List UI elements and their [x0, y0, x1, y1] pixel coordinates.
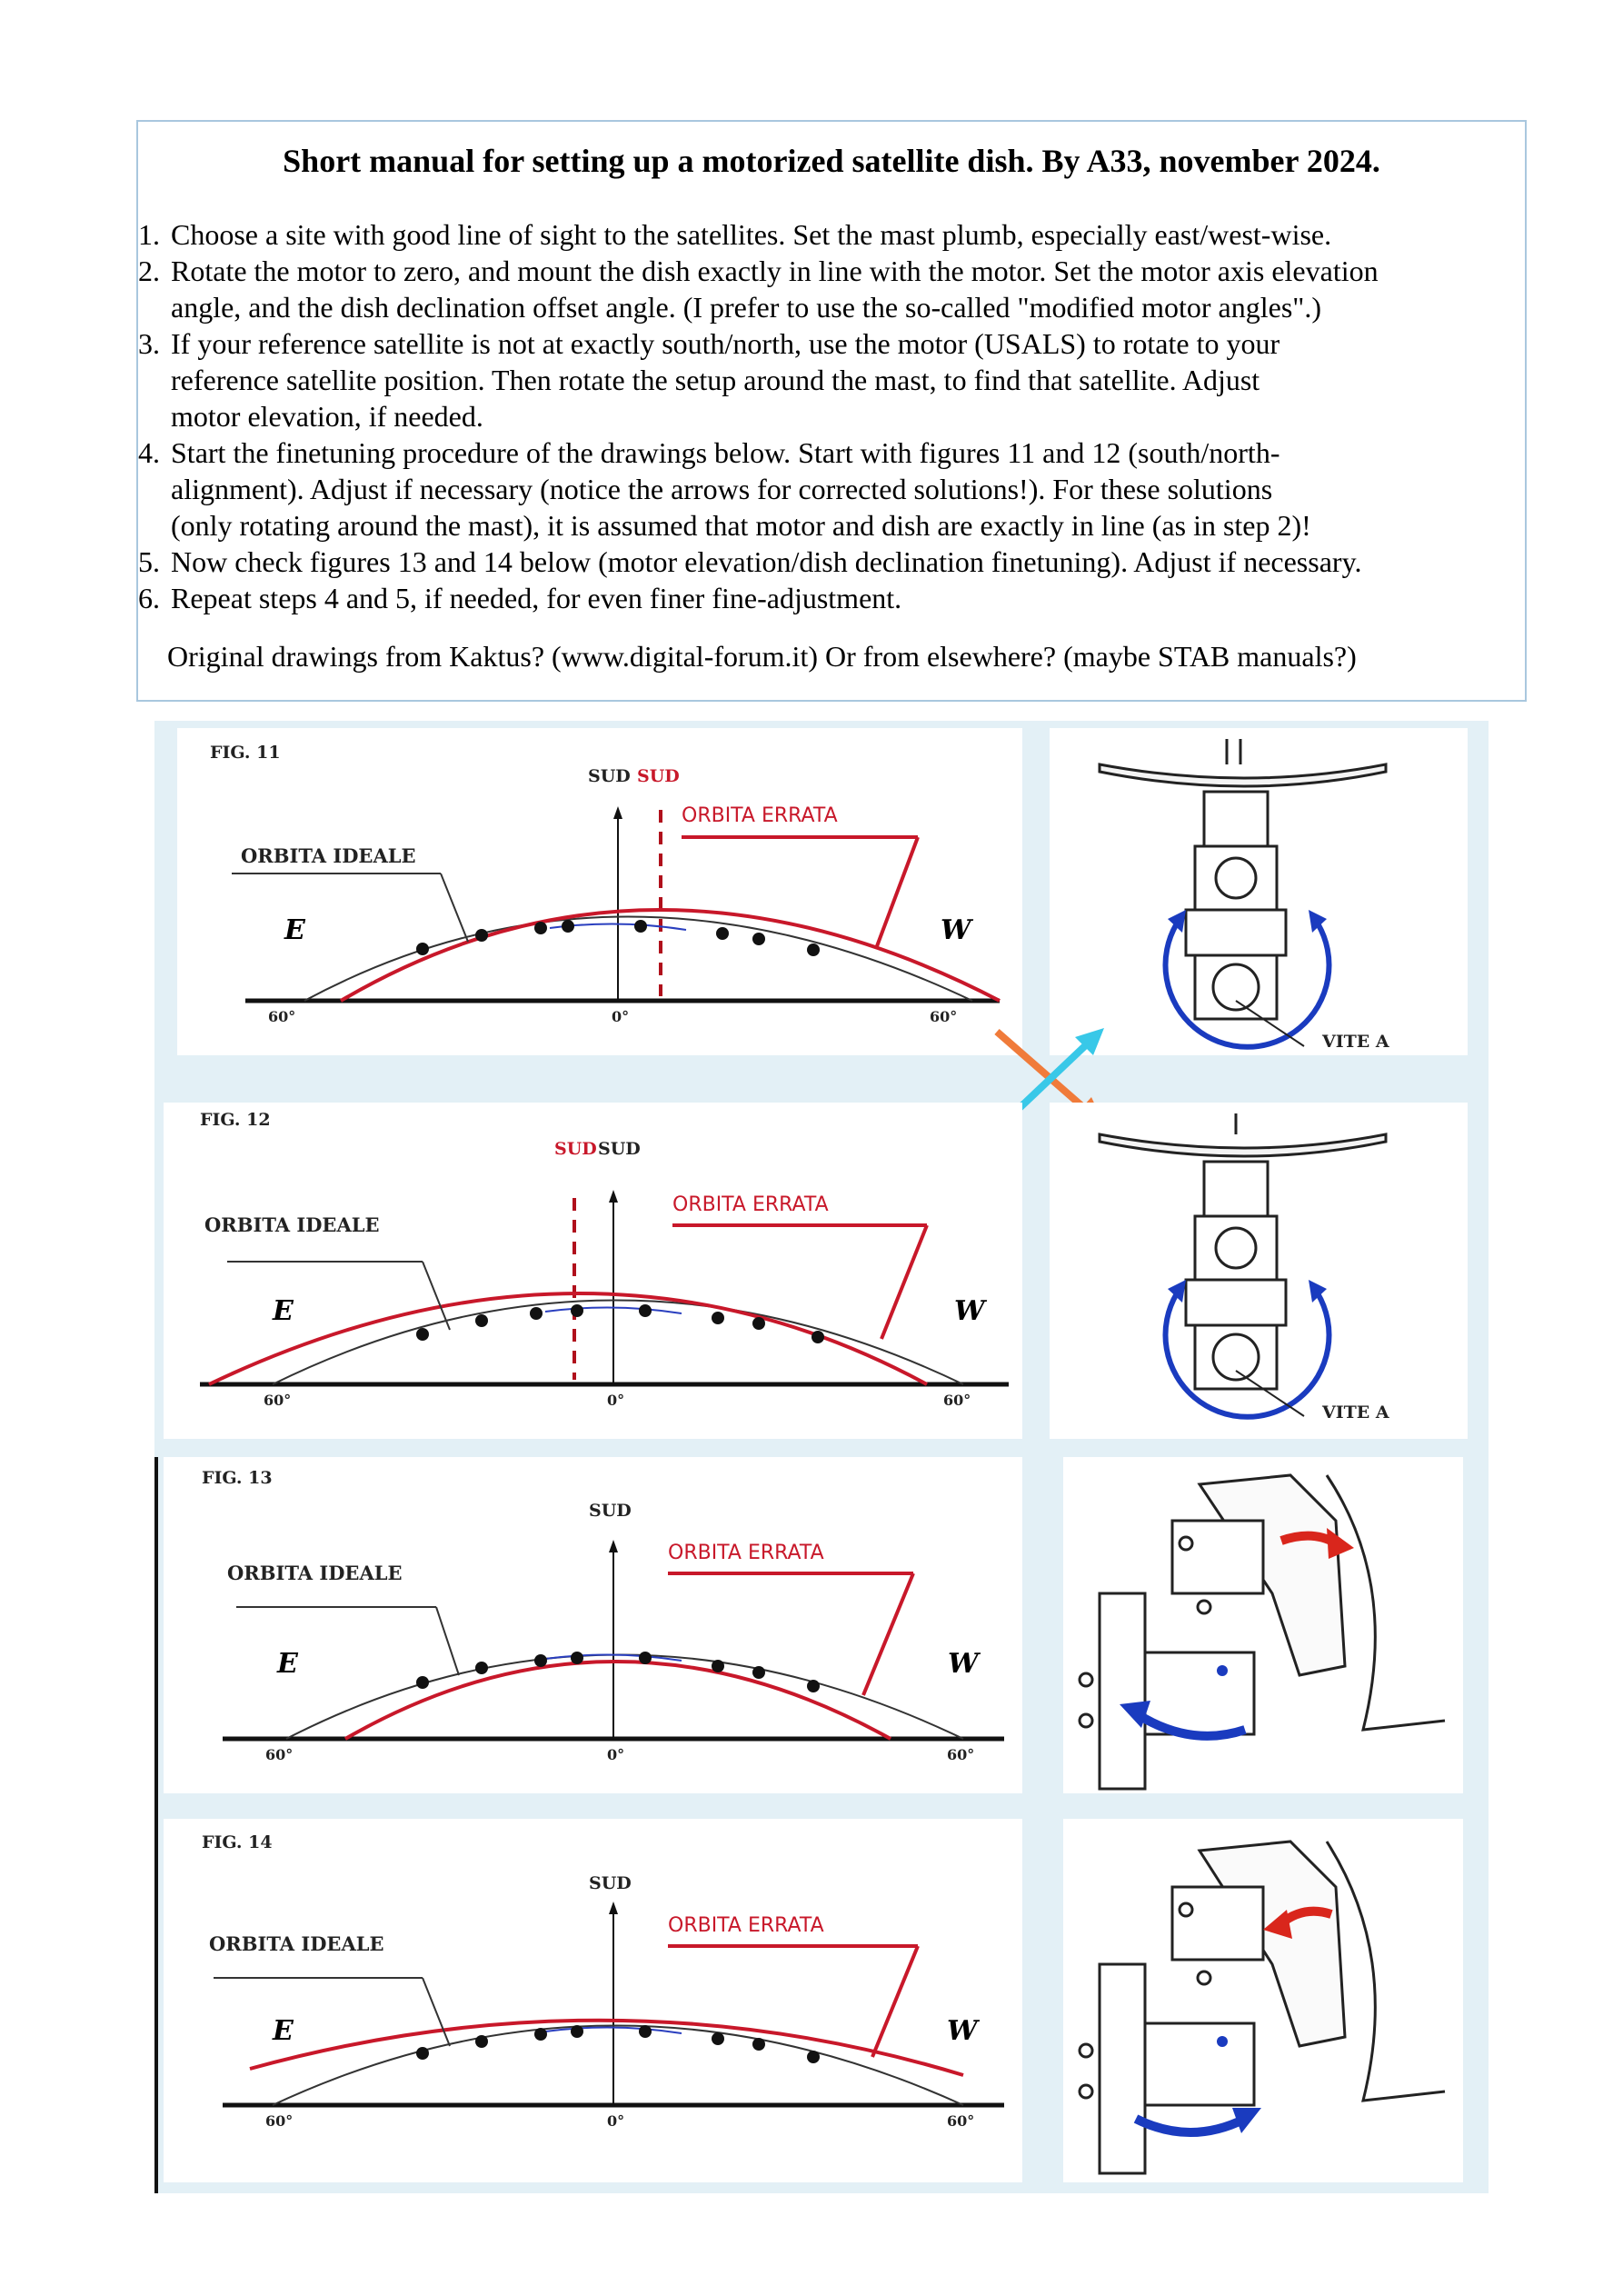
fig12-mount-panel: [1050, 1103, 1468, 1439]
fig13-tick-left: 60°: [265, 1746, 294, 1763]
fig11-east-label: E: [284, 914, 305, 946]
left-edge-line: [154, 1457, 158, 2193]
fig13-wrong-label: ORBITA ERRATA: [668, 1542, 824, 1564]
fig13-west-label: W: [948, 1648, 979, 1680]
step-number: 5.: [138, 545, 160, 578]
fig14-tick-right: 60°: [947, 2112, 975, 2130]
fig11-tick-center: 0°: [612, 1008, 630, 1025]
red-arrow-icon: [1327, 1528, 1354, 1559]
fig11-wrong-label: ORBITA ERRATA: [682, 804, 838, 827]
step-line: Now check figures 13 and 14 below (motor elevation/dish declination finetuning). Adjust if necessary.: [171, 545, 1362, 578]
fig14-tick-left: 60°: [265, 2112, 294, 2130]
fig13-sud-label: SUD: [589, 1501, 632, 1521]
fig13-mount-panel: [1063, 1457, 1463, 1793]
fig14-east-label: E: [273, 2015, 294, 2047]
step-number: 3.: [138, 327, 160, 360]
step-line: Choose a site with good line of sight to the satellites. Set the mast plumb, especially east/west-wise.: [171, 218, 1332, 251]
fig14-label: FIG. 14: [202, 1832, 273, 1852]
fig11-label: FIG. 11: [210, 743, 281, 763]
fig14-orbit-panel: [164, 1819, 1022, 2182]
step-item: [138, 580, 1528, 616]
fig11-tick-right: 60°: [930, 1008, 958, 1025]
page-title: Short manual for setting up a motorized satellite dish. By A33, november 2024.: [283, 143, 1380, 179]
fig14-sud-label: SUD: [589, 1873, 632, 1893]
step-number: 2.: [138, 255, 160, 287]
fig12-tick-center: 0°: [607, 1392, 625, 1409]
step-line: Repeat steps 4 and 5, if needed, for even finer fine-adjustment.: [171, 582, 902, 614]
fig14-mount-panel: [1063, 1819, 1463, 2182]
fig12-vite-label: VITE A: [1322, 1403, 1389, 1423]
step-item: [138, 216, 1528, 253]
steps-list: [138, 216, 1528, 616]
manual-text-box: [136, 120, 1527, 702]
step-item: [138, 253, 1528, 325]
step-number: 4.: [138, 436, 160, 469]
fig12-sud-label: SUD: [598, 1139, 641, 1159]
fig13-east-label: E: [277, 1648, 298, 1680]
step-item: [138, 544, 1528, 580]
step-line: If your reference satellite is not at exactly south/north, use the motor (USALS) to rotate to your: [171, 327, 1280, 360]
fig13-mount-drawing: [1063, 1457, 1463, 1793]
step-number: 1.: [138, 218, 160, 251]
fig14-tick-center: 0°: [607, 2112, 625, 2130]
fig12-label: FIG. 12: [200, 1110, 271, 1130]
step-line: (only rotating around the mast), it is assumed that motor and dish are exactly in line (as in step 2)!: [171, 509, 1311, 542]
fig14-mount-drawing: [1063, 1819, 1463, 2182]
fig11-sud-label: SUD: [588, 766, 631, 786]
fig11-orbit-panel: [177, 728, 1022, 1055]
fig12-west-label: W: [954, 1295, 985, 1327]
step-line: alignment). Adjust if necessary (notice the arrows for corrected solutions!). For these solutions: [171, 473, 1273, 505]
fig11-mount-drawing: [1050, 728, 1468, 1055]
fig14-wrong-label: ORBITA ERRATA: [668, 1914, 824, 1937]
step-line: motor elevation, if needed.: [171, 400, 483, 433]
credit-line: Original drawings from Kaktus? (www.digital-forum.it) Or from elsewhere? (maybe STAB manuals?): [167, 640, 1357, 673]
fig12-mount-drawing: [1050, 1103, 1468, 1439]
fig13-orbit-panel: [164, 1457, 1022, 1793]
fig13-tick-right: 60°: [947, 1746, 975, 1763]
fig13-ideal-label: ORBITA IDEALE: [227, 1562, 403, 1584]
fig12-tick-left: 60°: [264, 1392, 292, 1409]
step-line: angle, and the dish declination offset angle. (I prefer to use the so-called "modified motor angles".): [171, 291, 1322, 324]
step-item: [138, 325, 1528, 434]
fig11-west-label: W: [941, 914, 971, 946]
fig14-ideal-label: ORBITA IDEALE: [209, 1932, 384, 1955]
step-line: Rotate the motor to zero, and mount the dish exactly in line with the motor. Set the motor axis elevation: [171, 255, 1379, 287]
fig12-sud-red-label: SUD: [554, 1139, 597, 1159]
fig12-east-label: E: [273, 1295, 294, 1327]
step-line: reference satellite position. Then rotate the setup around the mast, to find that satellite. Adjust: [171, 364, 1260, 396]
fig12-wrong-label: ORBITA ERRATA: [672, 1193, 829, 1216]
fig11-sud-red-label: SUD: [637, 766, 680, 786]
fig11-ideal-label: ORBITA IDEALE: [241, 844, 416, 867]
fig11-vite-label: VITE A: [1322, 1032, 1389, 1052]
fig12-tick-right: 60°: [943, 1392, 971, 1409]
figure-collage: [154, 721, 1489, 2193]
fig11-tick-left: 60°: [268, 1008, 296, 1025]
fig11-mount-panel: [1050, 728, 1468, 1055]
step-item: [138, 434, 1528, 544]
fig12-orbit-panel: [164, 1103, 1022, 1439]
fig13-tick-center: 0°: [607, 1746, 625, 1763]
step-line: Start the finetuning procedure of the drawings below. Start with figures 11 and 12 (south/north-: [171, 436, 1280, 469]
fig12-ideal-label: ORBITA IDEALE: [204, 1213, 380, 1236]
fig13-label: FIG. 13: [202, 1468, 273, 1488]
fig14-west-label: W: [947, 2015, 978, 2047]
step-number: 6.: [138, 582, 160, 614]
